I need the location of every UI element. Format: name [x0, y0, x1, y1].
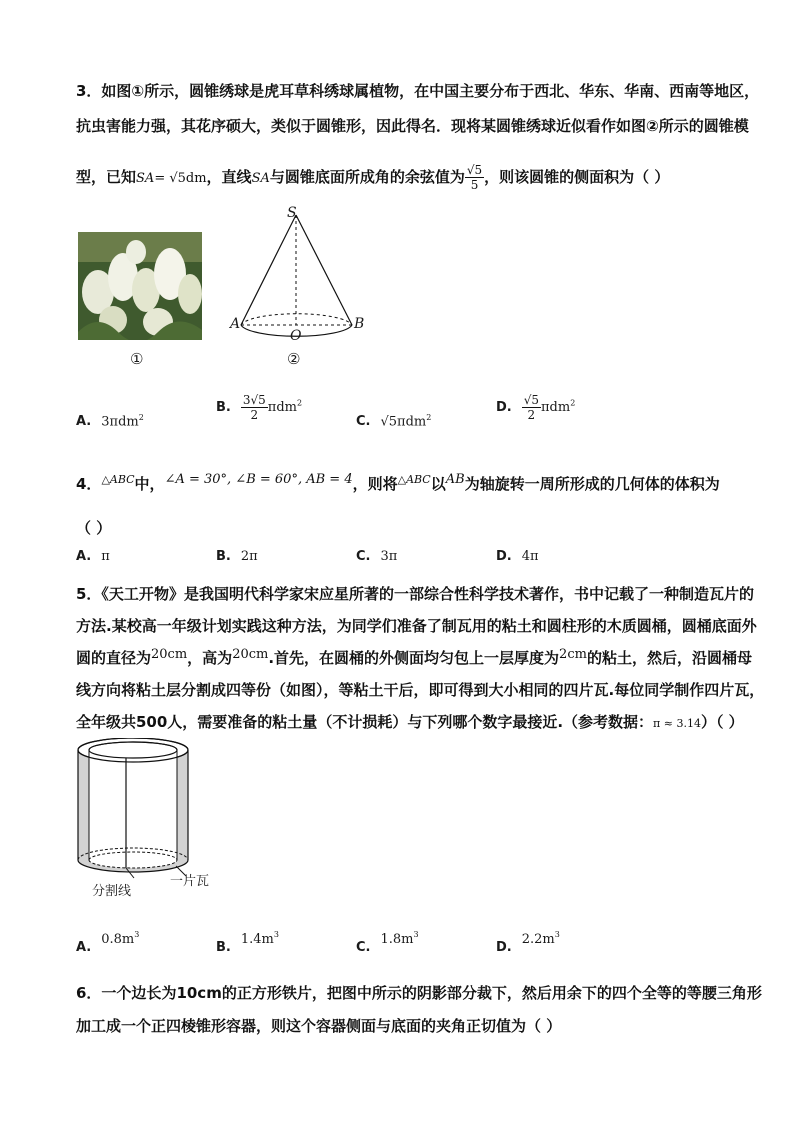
- cone-label-o: O: [290, 328, 302, 344]
- q3-option-b[interactable]: B. $\frac{3√5}{2}$ πdm$^2$: [216, 393, 303, 422]
- figure-1-caption: ①: [130, 350, 144, 368]
- q3-text-line-3: 型，已知SA= √5dm，直线SA与圆锥底面所成角的余弦值为 $\frac{√5}{5}$ ，则该圆锥的侧面积为（ ）: [76, 163, 670, 192]
- tile-label: 一片瓦: [170, 874, 210, 889]
- cone-label-a: A: [230, 316, 241, 332]
- q5-option-d[interactable]: $D.2.2m^3$: [496, 930, 560, 955]
- q3-text-line-2: 抗虫害能力强，其花序硕大，类似于圆锥形，因此得名．现将某圆锥绣球近似看作如图②所示的圆锥模: [76, 117, 749, 135]
- q5-text-line-5: 全年级共500人，需要准备的粘土量（不计损耗）与下列哪个数字最接近.（参考数据：π ≈ 3.14）（ ）: [76, 713, 744, 731]
- figure-2-caption: ②: [287, 350, 301, 368]
- q5-text-line-3: 圆的直径为20cm，高为20cm.首先，在圆桶的外侧面均匀包上一层厚度为2cm的粘土，然后，沿圆桶母: [76, 647, 752, 667]
- hydrangea-photo: [78, 232, 202, 340]
- q5-option-a[interactable]: $A.0.8m^3$: [76, 930, 140, 955]
- cone-label-s: S: [287, 205, 297, 221]
- split-line-label: 分割线: [92, 884, 132, 899]
- q4-option-b[interactable]: B. 2π: [216, 549, 258, 564]
- q4-text-line-1: 4．$^{\triangle ABC}$中，∠A = 30°, ∠B = 60°, AB = 4，则将$^{\triangle ABC}$以AB为轴旋转一周所形成的几何体的体积为: [76, 472, 720, 493]
- q5-text-line-1: 5．《天工开物》是我国明代科学家宋应星所著的一部综合性科学技术著作，书中记载了一种制造瓦片的: [76, 585, 754, 603]
- q4-answer-paren: （ ）: [76, 519, 112, 537]
- q4-option-c[interactable]: C. 3π: [356, 549, 398, 564]
- q3-option-c[interactable]: C. √5πdm$^2$: [356, 413, 432, 430]
- q3-option-a[interactable]: A. 3πdm$^2$: [76, 413, 144, 430]
- q4-option-a[interactable]: A. π: [76, 549, 110, 564]
- q5-option-b[interactable]: $B.1.4m^3$: [216, 930, 279, 955]
- q6-text-line-2: 加工成一个正四棱锥形容器，则这个容器侧面与底面的夹角正切值为（ ）: [76, 1017, 562, 1035]
- q3-option-d[interactable]: D. $\frac{√5}{2}$ πdm$^2$: [496, 393, 576, 422]
- q3-text-line-1: 3．如图①所示，圆锥绣球是虎耳草科绣球属植物，在中国主要分布于西北、华东、华南、西南等地区，: [76, 82, 760, 100]
- q5-text-line-4: 线方向将粘土层分割成四等份（如图），等粘土干后，即可得到大小相同的四片瓦.每位同学制作四片瓦，: [76, 681, 765, 699]
- cos-fraction: $\frac{√5}{5}$: [466, 163, 483, 192]
- q5-text-line-2: 方法.某校高一年级计划实践这种方法，为同学们准备了制瓦用的粘土和圆柱形的木质圆桶，圆桶底面外: [76, 617, 757, 635]
- q6-text-line-1: 6．一个边长为10cm的正方形铁片，把图中所示的阴影部分裁下，然后用余下的四个全等的等腰三角形: [76, 984, 762, 1002]
- cylinder-tile-diagram: [76, 738, 236, 898]
- cone-label-b: B: [354, 316, 365, 332]
- q5-option-c[interactable]: $C.1.8m^3$: [356, 930, 419, 955]
- q4-option-d[interactable]: D. 4π: [496, 549, 539, 564]
